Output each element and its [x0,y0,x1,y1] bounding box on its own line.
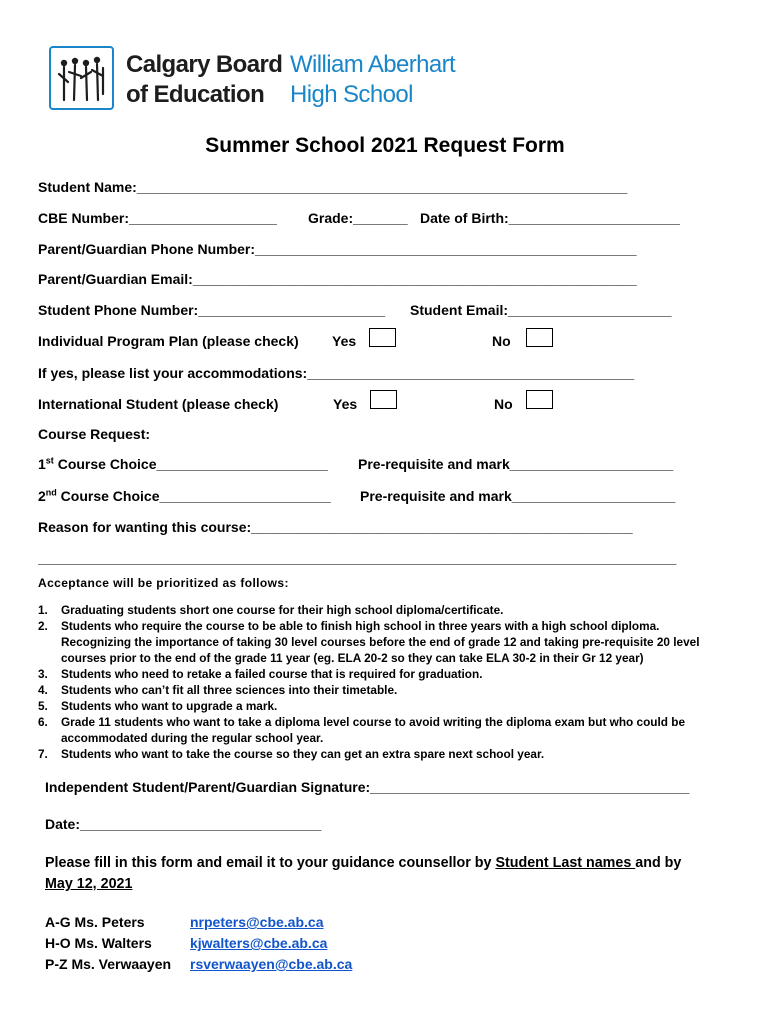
school-name-line1: William Aberhart [290,51,456,78]
school-name-line2: High School [290,81,413,108]
course-choice-1-number: 1 [38,456,46,472]
contact-email-link[interactable]: kjwalters@cbe.ab.ca [190,935,328,951]
list-item [38,618,718,666]
instructions-text-2: and by [635,855,682,871]
international-yes-label: Yes [333,396,358,412]
signature-field[interactable]: Independent Student/Parent/Guardian Signature:_________________________________________ [45,779,690,795]
ipp-no-label: No [492,333,511,349]
org-name [126,50,282,110]
list-item-text: Graduating students short one course for their high school diploma/certificate. [61,603,504,617]
course-choice-2-number: 2 [38,488,46,504]
cbe-number-field[interactable]: CBE Number:___________________ [38,210,277,226]
student-name-field[interactable]: Student Name:_______________________________________________________________ [38,179,628,195]
course-choice-2-field[interactable] [38,487,331,505]
list-item-text: Students who want to upgrade a mark. [61,699,278,713]
course-choice-1-field[interactable] [38,455,328,473]
submission-instructions [45,853,735,895]
prerequisite-1-field[interactable]: Pre-requisite and mark_____________________ [358,456,674,472]
contact-range: P-Z Ms. Verwaayen [45,956,172,972]
course-choice-1-suffix: st [45,455,54,466]
contact-email-link[interactable]: nrpeters@cbe.ab.ca [190,914,324,930]
reason-field-line2[interactable]: __________________________________________________________________________________ [38,550,677,566]
school-name [290,50,455,110]
international-label: International Student (please check) [38,396,279,412]
ipp-yes-label: Yes [332,333,357,349]
student-phone-field[interactable]: Student Phone Number:________________________ [38,302,386,318]
international-no-checkbox[interactable] [526,390,553,409]
list-item-number: 4. [38,683,48,697]
date-of-birth-field[interactable]: Date of Birth:______________________ [420,210,680,226]
acceptance-heading: Acceptance will be prioritized as follows: [38,576,289,590]
list-item-number: 2. [38,619,48,633]
list-item-text: Students who need to retake a failed course that is required for graduation. [61,667,483,681]
ipp-label: Individual Program Plan (please check) [38,333,299,349]
list-item-number: 7. [38,747,48,761]
course-request-heading: Course Request: [38,426,151,442]
org-name-line1: Calgary Board [126,51,283,78]
international-no-label: No [494,396,513,412]
instructions-text: Please fill in this form and email it to your guidance counsellor by [45,855,496,871]
list-item [38,698,718,714]
ipp-no-checkbox[interactable] [526,328,553,347]
list-item-text: Students who want to take the course so they can get an extra spare next school year. [61,747,545,761]
accommodations-field[interactable]: If yes, please list your accommodations:__________________________________________ [38,365,635,381]
list-item-number: 5. [38,699,48,713]
course-choice-2-suffix: nd [45,487,57,498]
contact-range: H-O Ms. Walters [45,935,152,951]
student-email-field[interactable]: Student Email:_____________________ [410,302,672,318]
list-item-text: Grade 11 students who want to take a diploma level course to avoid writing the diploma exam but who could be accommodated during the regular school year. [61,715,686,745]
contact-email-link[interactable]: rsverwaayen@cbe.ab.ca [190,956,353,972]
list-item-text: Students who can’t fit all three sciences into their timetable. [61,683,398,697]
list-item [38,714,718,746]
list-item-number: 3. [38,667,48,681]
list-item [38,666,718,682]
reason-field[interactable]: Reason for wanting this course:_________________________________________________ [38,519,633,535]
course-choice-1-label: Course Choice______________________ [53,456,328,472]
parent-email-field[interactable]: Parent/Guardian Email:_________________________________________________________ [38,271,637,287]
list-item-number: 6. [38,715,48,729]
list-item [38,746,718,762]
grade-field[interactable]: Grade:_______ [308,210,408,226]
instructions-deadline: May 12, 2021 [45,876,133,892]
parent-phone-field[interactable]: Parent/Guardian Phone Number:_________________________________________________ [38,241,637,257]
date-field[interactable]: Date:_______________________________ [45,816,322,832]
prerequisite-2-field[interactable]: Pre-requisite and mark_____________________ [360,488,676,504]
figures-graphic [55,54,109,104]
list-item-text: Students who require the course to be able to finish high school in three years with a high school diploma. Recognizing the importance of taking 30 level courses before the end of grade 12 and taking pre-requisite 20 level courses prior to the end of the grade 11 year (eg. ELA 20-2 so they can take ELA 30-2 in their Gr 12 year) [61,619,700,665]
org-name-line2: of Education [126,81,265,108]
international-yes-checkbox[interactable] [370,390,397,409]
cbe-figures-logo-icon [49,46,114,110]
course-choice-2-label: Course Choice______________________ [56,488,331,504]
acceptance-list [38,602,718,762]
instructions-emphasis-last-names: Student Last names [495,855,636,871]
form-title: Summer School 2021 Request Form [205,134,565,157]
list-item-number: 1. [38,603,48,617]
ipp-yes-checkbox[interactable] [369,328,396,347]
list-item [38,682,718,698]
list-item [38,602,718,618]
contact-range: A-G Ms. Peters [45,914,145,930]
